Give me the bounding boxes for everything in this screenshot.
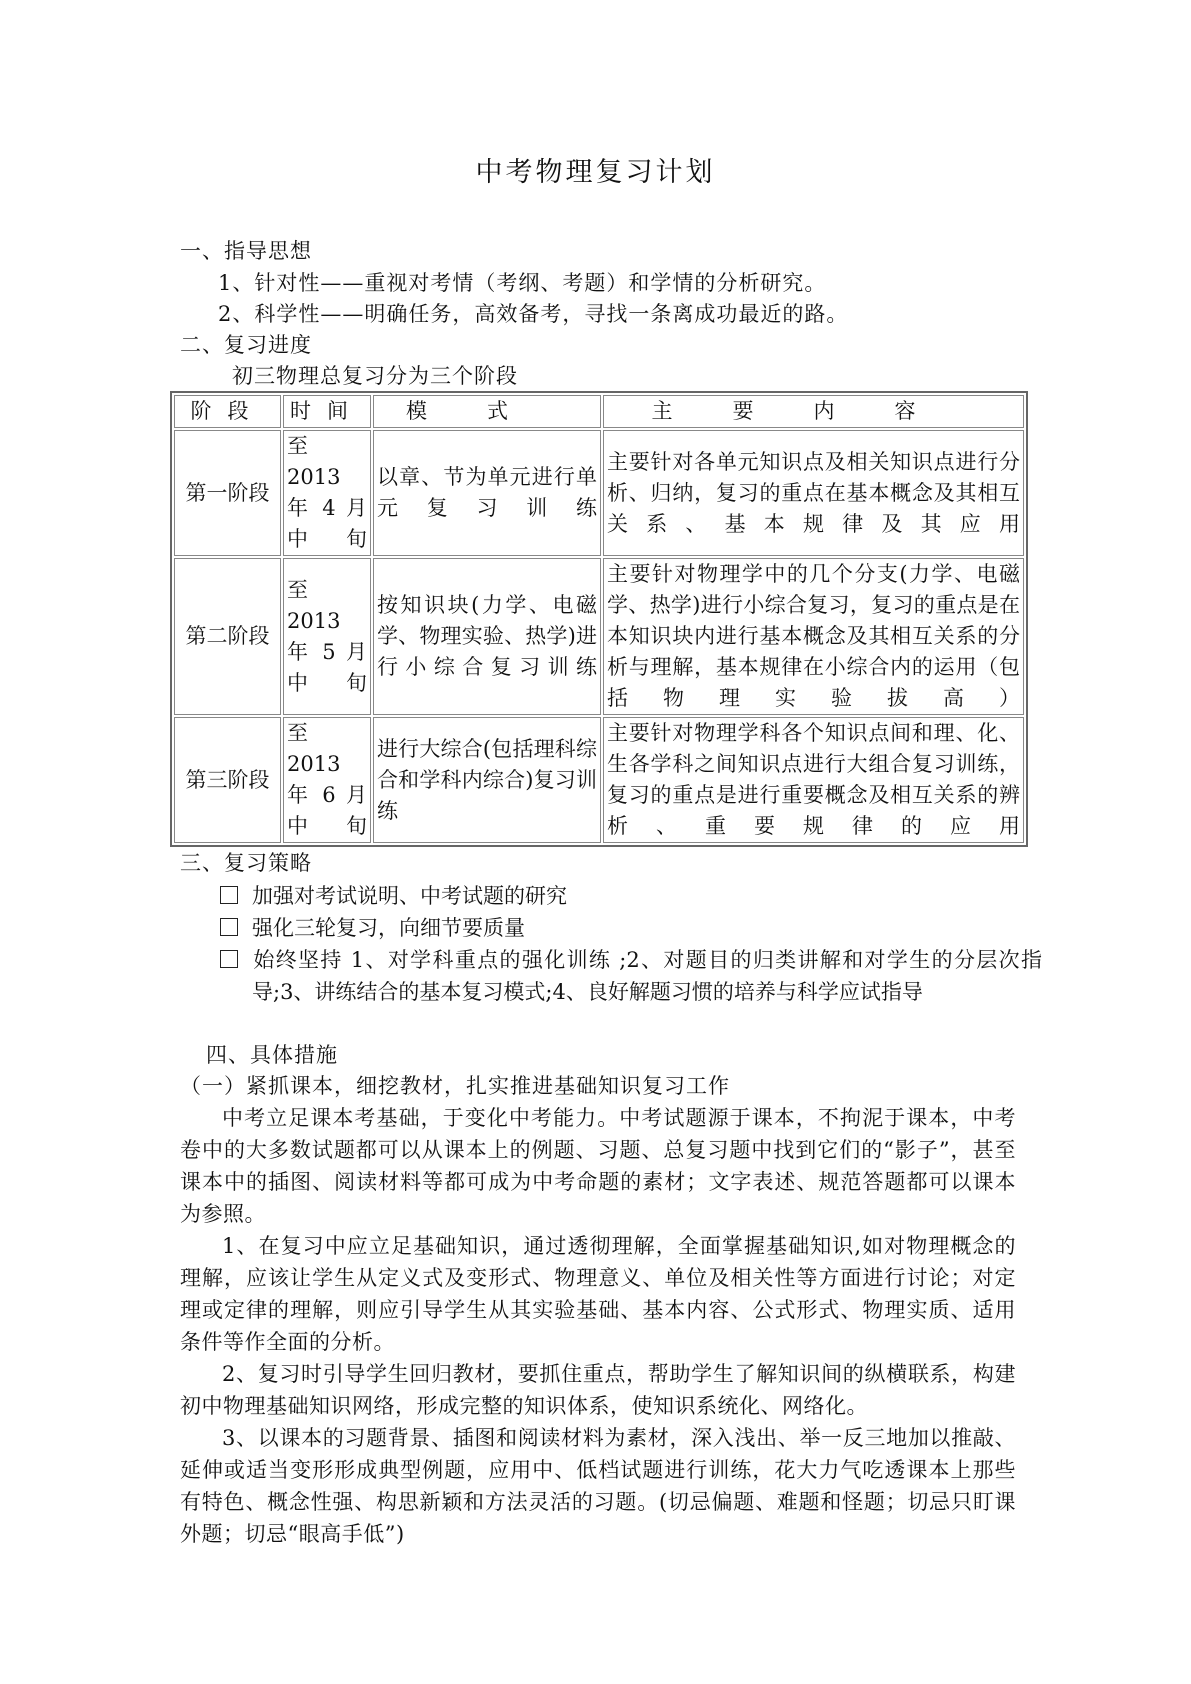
row-stage: 第一阶段	[174, 430, 281, 556]
strategy-text: 始终坚持 1、对学科重点的强化训练 ;2、对题目的归类讲解和对学生的分层次指导;3、讲练结合的基本复习模式;4、良好解题习惯的培养与科学应试指导	[252, 948, 1042, 1004]
measure-paragraph: 中考立足课本考基础，于变化中考能力。中考试题源于课本，不拘泥于课本，中考卷中的大多数试题都可以从课本上的例题、习题、总复习题中找到它们的“影子”，甚至课本中的插图、阅读材料等都可成为中考命题的素材；文字表述、规范答题都可以课本为参照。	[180, 1106, 1016, 1226]
row-content: 主要针对物理学科各个知识点间和理、化、生各学科之间知识点进行大组合复习训练，复习的重点是进行重要概念及相互关系的辨析、重要规律的应用	[603, 717, 1024, 843]
row-mode: 以章、节为单元进行单元复习训练	[373, 430, 601, 556]
row-time: 至 2013 年 6 月中旬	[283, 717, 371, 843]
section-2-heading: 二、复习进度	[180, 333, 312, 357]
strategy-item	[220, 944, 1042, 1008]
row-mode: 进行大综合(包括理科综合和学科内综合)复习训练	[373, 717, 601, 843]
section-1-heading: 一、指导思想	[180, 239, 312, 263]
strategy-item	[220, 912, 1020, 944]
row-mode: 按知识块(力学、电磁学、物理实验、热学)进行小综合复习训练	[373, 558, 601, 715]
section-4-subheading: （一）紧抓课本，细挖教材，扎实推进基础知识复习工作	[180, 1074, 730, 1098]
row-content: 主要针对物理学中的几个分支(力学、电磁学、热学)进行小综合复习，复习的重点是在本知识块内进行基本概念及其相互关系的分析与理解，基本规律在小综合内的运用（包括物理实验拔高）	[603, 558, 1024, 715]
row-content: 主要针对各单元知识点及相关知识点进行分析、归纳，复习的重点在基本概念及其相互关系、基本规律及其应用	[603, 430, 1024, 556]
strategy-item	[220, 880, 1020, 912]
table-row	[174, 430, 1024, 556]
review-schedule-table	[170, 391, 1028, 847]
table-header-row	[174, 395, 1024, 428]
measure-paragraph: 3、以课本的习题背景、插图和阅读材料为素材，深入浅出、举一反三地加以推敲、延伸或适当变形形成典型例题，应用中、低档试题进行训练，花大力气吃透课本上那些有特色、概念性强、构思新颖和方法灵活的习题。(切忌偏题、难题和怪题；切忌只盯课外题；切忌“眼高手低”)	[180, 1426, 1016, 1546]
strategy-text: 强化三轮复习，向细节要质量	[252, 916, 525, 940]
row-stage: 第二阶段	[174, 558, 281, 715]
checkbox-square-icon	[220, 918, 238, 936]
header-time: 时间	[283, 395, 371, 428]
header-content: 主要内容	[603, 395, 1024, 428]
section-4-heading: 四、具体措施	[206, 1043, 338, 1067]
row-time: 至 2013 年 4 月中旬	[283, 430, 371, 556]
header-stage: 阶段	[174, 395, 281, 428]
section-2-intro: 初三物理总复习分为三个阶段	[232, 364, 518, 388]
measure-paragraph: 2、复习时引导学生回归教材，要抓住重点，帮助学生了解知识间的纵横联系，构建初中物理基础知识网络，形成完整的知识体系，使知识系统化、网络化。	[180, 1362, 1016, 1418]
table-row	[174, 717, 1024, 843]
row-stage: 第三阶段	[174, 717, 281, 843]
section-3-heading: 三、复习策略	[180, 851, 312, 875]
measure-paragraph: 1、在复习中应立足基础知识，通过透彻理解，全面掌握基础知识,如对物理概念的理解，应该让学生从定义式及变形式、物理意义、单位及相关性等方面进行讨论；对定理或定律的理解，则应引导学生从其实验基础、基本内容、公式形式、物理实质、适用条件等作全面的分析。	[180, 1234, 1016, 1354]
section-1-item-1: 1、针对性——重视对考情（考纲、考题）和学情的分析研究。	[218, 271, 827, 295]
strategy-text: 加强对考试说明、中考试题的研究	[252, 884, 567, 908]
section-1-item-2: 2、科学性——明确任务，高效备考，寻找一条离成功最近的路。	[218, 302, 849, 326]
document-title: 中考物理复习计划	[475, 157, 716, 188]
checkbox-square-icon	[220, 950, 238, 968]
header-mode: 模式	[373, 395, 601, 428]
checkbox-square-icon	[220, 886, 238, 904]
row-time: 至 2013 年 5 月中旬	[283, 558, 371, 715]
table-row	[174, 558, 1024, 715]
